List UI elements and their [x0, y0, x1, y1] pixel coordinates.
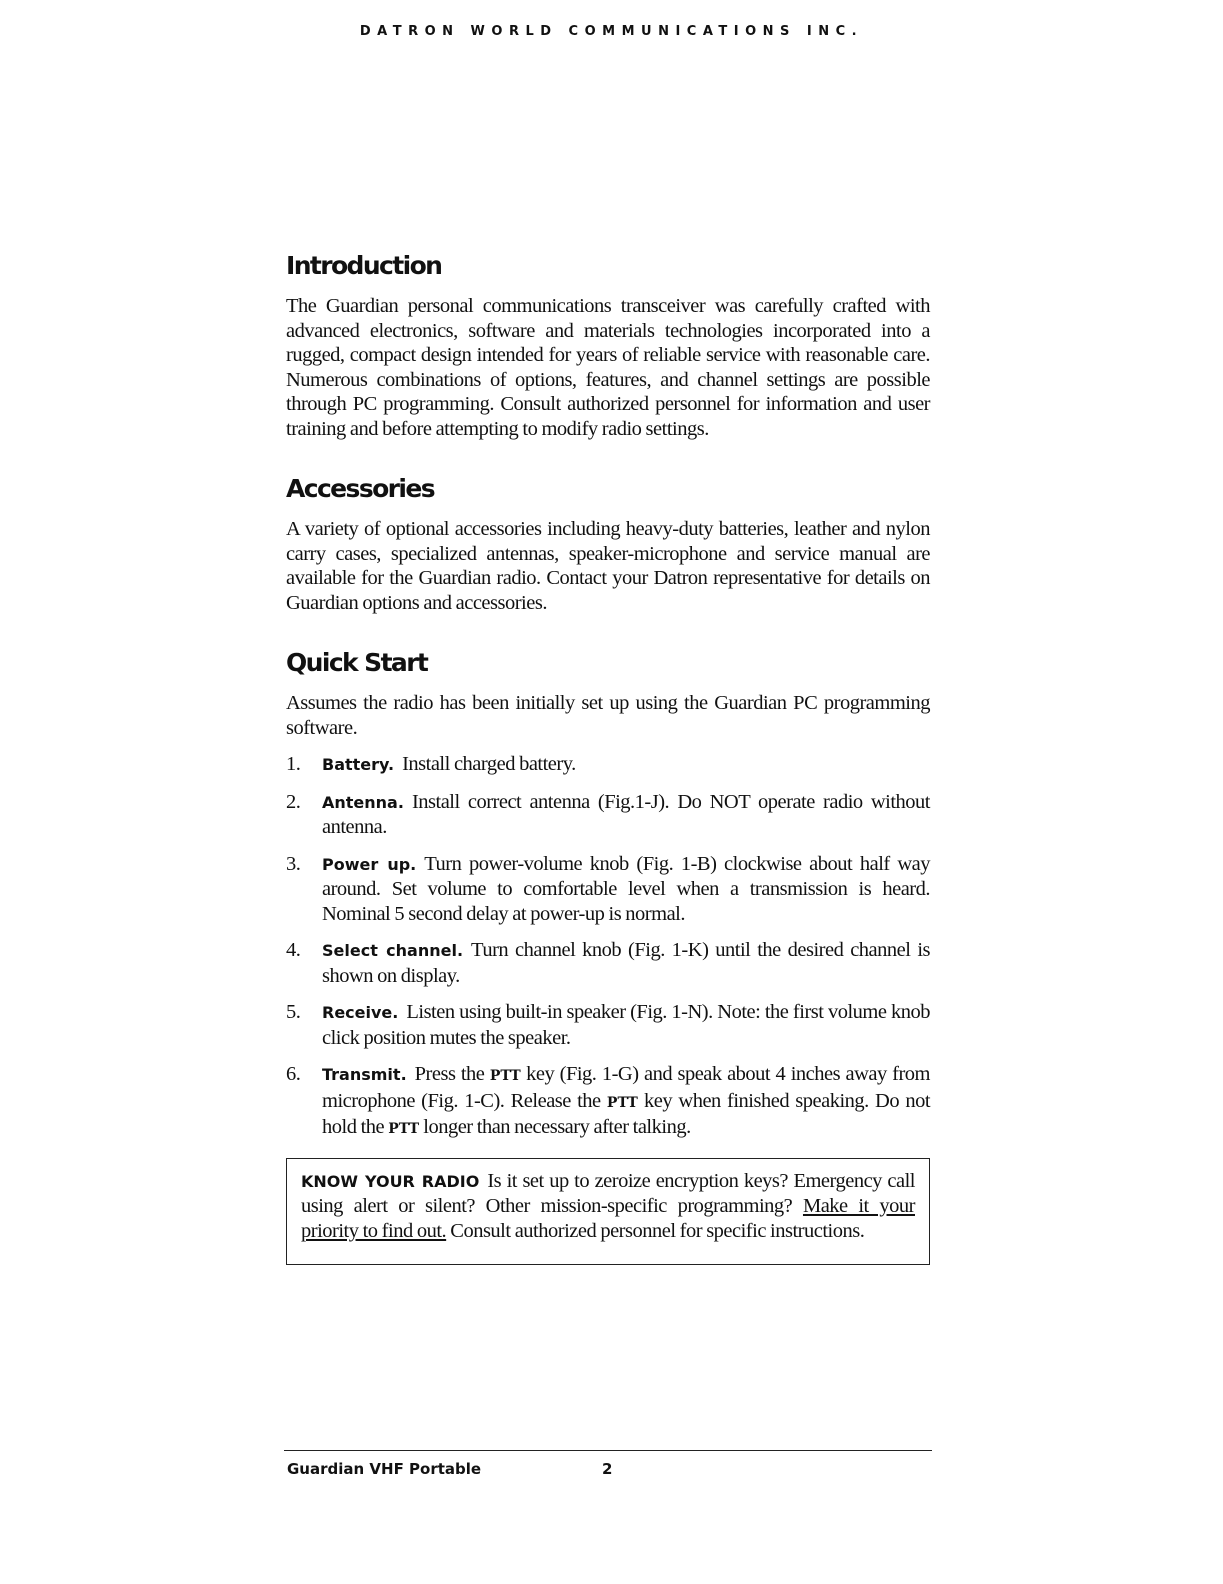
step-text: Listen using built-in speaker (Fig. 1-N). Note: the first volume knob click position mutes the speaker.	[322, 1001, 930, 1049]
step-term: Battery.	[322, 755, 395, 774]
notice-underlined-text: Make it your priority to find out.	[301, 1194, 915, 1242]
step-antenna	[286, 790, 930, 840]
step-receive	[286, 1000, 930, 1050]
step-transmit	[286, 1062, 930, 1142]
accessories-section	[286, 471, 930, 615]
step-battery	[286, 752, 930, 778]
step-select-channel	[286, 938, 930, 988]
ptt-key-label: PTT	[489, 1068, 521, 1084]
step-number: 6.	[286, 1063, 301, 1085]
step-text: Press the	[414, 1063, 485, 1085]
step-term: Receive.	[322, 1003, 399, 1022]
step-text: key (Fig. 1-G) and speak about 4 inches away from microphone (Fig. 1-C). Release the	[322, 1063, 931, 1112]
step-number: 4.	[286, 939, 301, 961]
step-number: 2.	[286, 790, 301, 813]
step-number: 3.	[286, 852, 301, 875]
footer-title: Guardian VHF Portable	[287, 1460, 482, 1478]
introduction-section	[286, 248, 930, 441]
page-number: 2	[602, 1460, 613, 1478]
page-content	[286, 248, 930, 1265]
quick-start-heading: Quick Start	[286, 648, 428, 677]
step-term: Transmit.	[322, 1065, 407, 1084]
step-text: Turn power-volume knob (Fig. 1-B) clockwise about half way around. Set volume to comfortable level when a transmission is heard. Nominal 5 second delay at power-up is normal.	[322, 852, 930, 925]
step-number: 5.	[286, 1001, 301, 1023]
footer-rule	[284, 1450, 932, 1451]
notice-text: Consult authorized personnel for specific instructions.	[450, 1219, 865, 1242]
step-text: longer than necessary after talking.	[423, 1116, 691, 1138]
step-power-up	[286, 852, 930, 927]
notice-lead: KNOW YOUR RADIO	[301, 1171, 480, 1191]
accessories-body: A variety of optional accessories including heavy-duty batteries, leather and nylon carry cases, specialized antennas, speaker-microphone and service manual are available for the Guardian radio. Contact your Datron representative for details on Guardian options and accessories.	[286, 518, 930, 614]
introduction-body: The Guardian personal communications transceiver was carefully crafted with advanced electronics, software and materials technologies incorporated into a rugged, compact design intended for years of reliable service with reasonable care. Numerous combinations of options, features, and channel settings are possible through PC programming. Consult authorized personnel for information and user training and before attempting to modify radio settings.	[286, 295, 930, 440]
notice-text: Is it set up to zeroize encryption keys? Emergency call using alert or silent? Other mission-specific programming?	[301, 1169, 915, 1217]
know-your-radio-notice	[286, 1158, 930, 1265]
introduction-heading: Introduction	[286, 251, 442, 280]
step-text: Install correct antenna (Fig.1-J). Do NOT operate radio without antenna.	[322, 790, 930, 838]
quick-start-intro: Assumes the radio has been initially set up using the Guardian PC programming software.	[286, 692, 930, 739]
quick-start-section	[286, 645, 930, 1265]
ptt-key-label: PTT	[606, 1094, 638, 1111]
step-term: Power up.	[322, 854, 417, 874]
step-number: 1.	[286, 753, 301, 775]
running-header: DATRON WORLD COMMUNICATIONS INC.	[359, 24, 864, 39]
quick-start-steps	[286, 752, 930, 1142]
step-term: Select channel.	[322, 941, 464, 960]
step-text: key when finished speaking. Do not hold the	[322, 1089, 931, 1138]
step-term: Antenna.	[322, 792, 404, 812]
ptt-key-label: PTT	[388, 1121, 420, 1137]
step-text: Turn channel knob (Fig. 1-K) until the desired channel is shown on display.	[322, 939, 930, 987]
step-text: Install charged battery.	[402, 753, 576, 775]
accessories-heading: Accessories	[286, 474, 435, 503]
